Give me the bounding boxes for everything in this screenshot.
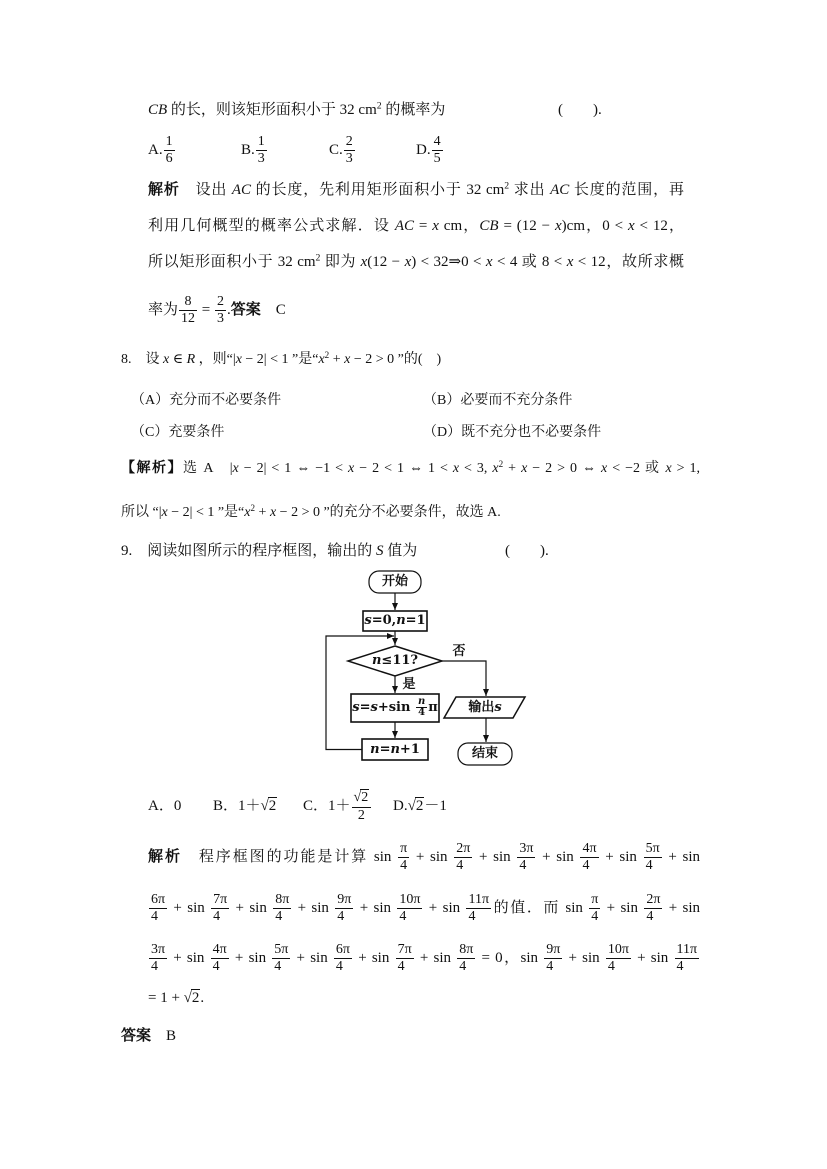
text-run: < 4 或 8 <	[492, 254, 567, 270]
fraction-denominator: 4	[335, 959, 343, 975]
text-run: －1	[424, 798, 447, 814]
text-run: + sin	[631, 950, 674, 966]
text-run: + sin	[410, 849, 454, 865]
text-run: )cm，0 <	[561, 218, 628, 234]
text-run: + sin	[292, 900, 335, 916]
math-variable: n	[396, 613, 406, 628]
radicand: 2	[361, 790, 369, 806]
text-run: C.	[329, 142, 343, 158]
q7-solution-line-3	[148, 247, 684, 277]
text-run: − 2| < 1 ”是“	[167, 505, 245, 520]
q8-option-c: （C）充要条件	[131, 425, 225, 440]
fraction-denominator: 6	[165, 151, 173, 167]
fraction	[644, 841, 662, 874]
math-variable: x	[555, 218, 562, 234]
superscript: 2	[504, 180, 510, 192]
math-variable: AC	[550, 182, 570, 198]
q9-option-a	[148, 784, 181, 828]
q7-option-a	[148, 128, 176, 172]
fraction	[211, 892, 229, 925]
q7-solution-line-2	[148, 211, 684, 241]
fraction-numerator: 1	[256, 134, 267, 151]
text-run: =1	[405, 613, 426, 628]
math-variable: AC	[394, 218, 415, 234]
fraction-denominator: 4	[607, 959, 615, 975]
superscript: 2	[324, 350, 330, 360]
math-variable: n	[370, 742, 380, 757]
flowchart-end-label: 结束	[471, 746, 498, 761]
text-run: − 2 > 0 ”的( )	[350, 352, 442, 367]
fraction	[211, 942, 229, 975]
fraction-numerator: 10π	[606, 942, 631, 959]
fraction-denominator: 4	[546, 959, 554, 975]
radicand: 2	[268, 798, 277, 814]
fraction-numerator: 2π	[644, 892, 662, 909]
fraction-numerator: 10π	[397, 892, 422, 909]
fraction	[454, 841, 472, 874]
fraction	[466, 892, 491, 925]
q9-option-d	[393, 784, 447, 828]
text-run: = (12 −	[498, 218, 555, 234]
math-variable: CB	[479, 218, 499, 234]
fraction-denominator: 4	[646, 909, 654, 925]
math-variable: x	[601, 461, 608, 476]
q7-option-c	[329, 128, 356, 172]
text-run: 即为	[320, 254, 361, 270]
text-run: =	[198, 302, 214, 318]
q9-option-c	[303, 784, 372, 828]
fraction-denominator: 4	[591, 909, 599, 925]
fraction-numerator: n	[417, 695, 426, 707]
text-run: 值为	[383, 543, 418, 559]
fraction-denominator: 3	[257, 151, 265, 167]
superscript: 2	[376, 100, 382, 112]
text-run: +1	[399, 742, 420, 757]
fraction-denominator: 4	[676, 959, 684, 975]
arrow-no-branch	[442, 661, 486, 696]
math-variable: AC	[231, 182, 252, 198]
fraction-numerator: 7π	[396, 942, 414, 959]
superscript: 2	[250, 503, 256, 513]
fraction-denominator: 4	[337, 909, 345, 925]
flowchart-start-label: 开始	[381, 574, 408, 589]
fraction-denominator: 4	[418, 707, 426, 718]
fraction-numerator: 6π	[149, 892, 167, 909]
text-run: B.	[241, 142, 255, 158]
fraction-numerator: 2	[344, 134, 355, 151]
bold-label: 解析	[148, 849, 182, 865]
fraction-numerator: 11π	[675, 942, 700, 959]
fraction	[344, 134, 355, 167]
fraction-denominator: 4	[213, 909, 221, 925]
fraction-numerator: 9π	[335, 892, 353, 909]
text-run: D.	[393, 798, 408, 814]
fraction-numerator: 2	[215, 294, 226, 311]
text-run: C	[260, 302, 286, 318]
fraction	[273, 892, 291, 925]
fraction-numerator: 4	[432, 134, 443, 151]
math-variable: x	[235, 352, 242, 367]
text-run: − 2 > 0 ⇔	[527, 461, 601, 476]
text-run: 所以矩形面积小于 32 cm	[148, 254, 316, 270]
fraction	[517, 841, 535, 874]
text-run: + sin	[229, 950, 272, 966]
text-run: 的值．而 sin	[492, 900, 589, 916]
text-run: 的概率为	[381, 102, 446, 118]
fraction-denominator: 3	[345, 151, 353, 167]
program-flowchart	[322, 568, 532, 768]
text-run: +	[503, 461, 522, 476]
q9-solution-line-4	[148, 983, 204, 1013]
text-run: 所以 “|	[121, 505, 162, 520]
square-root	[261, 797, 278, 815]
math-variable: S	[376, 543, 384, 559]
q8-option-d: （D）既不充分也不必要条件	[423, 425, 602, 440]
superscript: 2	[498, 459, 504, 469]
fraction-denominator: 4	[151, 959, 158, 975]
text-run: < 3,	[459, 461, 493, 476]
q9-answer	[121, 1021, 176, 1051]
fraction-numerator: 4π	[580, 841, 598, 858]
text-run: π	[428, 700, 438, 715]
fraction	[352, 789, 372, 824]
fraction	[457, 942, 475, 975]
math-variable: CB	[148, 102, 168, 118]
fraction-numerator: 8π	[457, 942, 475, 959]
square-root	[408, 797, 425, 815]
text-run: + sin	[414, 950, 457, 966]
q9-solution-line-2	[148, 886, 700, 930]
fraction-denominator: 3	[216, 311, 224, 327]
text-run: B．1＋	[213, 798, 261, 814]
q8-solution-line-2	[121, 498, 501, 528]
text-run: 输出	[468, 700, 495, 715]
fraction-denominator: 4	[151, 909, 158, 925]
fraction	[149, 942, 167, 975]
fraction	[335, 892, 353, 925]
fraction-numerator: 4π	[211, 942, 229, 959]
flowchart-no-label: 否	[452, 644, 466, 659]
fraction-numerator: 5π	[272, 942, 290, 959]
fraction-numerator: 5π	[644, 841, 662, 858]
fraction-denominator: 4	[400, 858, 408, 874]
math-variable: s	[494, 700, 502, 715]
fraction-numerator: 6π	[334, 942, 352, 959]
fraction	[644, 892, 662, 925]
fraction-numerator: 8π	[273, 892, 291, 909]
q7-stem	[148, 95, 445, 125]
bold-label: 【解析】	[121, 461, 183, 476]
text-run: D.	[416, 142, 431, 158]
math-variable: x	[665, 461, 672, 476]
flowchart-increment-label	[362, 739, 428, 760]
math-variable: x	[452, 461, 460, 476]
flowchart-condition-label	[348, 652, 442, 670]
fraction-numerator: 8	[179, 294, 197, 311]
text-run: ) < 32⇒0 <	[411, 254, 486, 270]
fraction	[580, 841, 598, 874]
math-variable: x	[161, 505, 168, 520]
text-run: ∈	[169, 352, 187, 367]
flowchart-yes-label: 是	[402, 677, 416, 692]
math-variable: x	[348, 461, 355, 476]
fraction-denominator: 4	[399, 909, 407, 925]
fraction-numerator: 7π	[211, 892, 229, 909]
fraction-numerator: 3π	[517, 841, 535, 858]
text-run: 利用几何概型的概率公式求解．设	[148, 218, 395, 234]
fraction	[398, 841, 409, 874]
math-variable: s	[370, 700, 378, 715]
text-run: cm，	[438, 218, 480, 234]
text-run: =	[359, 700, 371, 715]
fraction-numerator	[352, 789, 372, 808]
fraction	[606, 942, 631, 975]
q7-solution-line-4	[148, 288, 286, 332]
text-run: +	[255, 505, 270, 520]
text-run: +sin	[377, 700, 415, 715]
q8-option-b: （B）必要而不充分条件	[423, 393, 573, 408]
text-run: + sin	[230, 900, 273, 916]
fraction-numerator: π	[589, 892, 600, 909]
fraction-denominator: 4	[519, 858, 527, 874]
text-run: + sin	[168, 950, 210, 966]
fraction	[589, 892, 600, 925]
fraction	[675, 942, 700, 975]
fraction-denominator: 4	[274, 959, 282, 975]
fraction-denominator: 4	[468, 909, 476, 925]
text-run: = 0，sin	[476, 950, 544, 966]
math-variable: x	[492, 461, 499, 476]
text-run: =	[414, 218, 433, 234]
text-run: ，则“|	[195, 352, 236, 367]
math-variable: x	[566, 254, 574, 270]
text-run: =0,	[371, 613, 397, 628]
text-run: .	[200, 990, 205, 1006]
fraction	[544, 942, 562, 975]
fraction-numerator: 2π	[454, 841, 472, 858]
text-run: + sin	[473, 849, 517, 865]
flowchart-output-label	[450, 697, 520, 718]
fraction-numerator: 3π	[149, 942, 167, 959]
math-variable: s	[364, 613, 372, 628]
q7-solution-line-1	[148, 175, 684, 205]
math-variable: x	[521, 461, 528, 476]
fraction	[396, 942, 414, 975]
text-run: − 2| < 1 ”是“	[241, 352, 319, 367]
text-run: ≤11?	[381, 653, 419, 668]
text-run: + sin	[536, 849, 580, 865]
text-run: + sin	[423, 900, 466, 916]
math-variable: x	[318, 352, 325, 367]
text-run: + sin	[353, 950, 395, 966]
text-run: A.	[148, 142, 163, 158]
q8-solution-line-1	[121, 454, 700, 484]
text-run: + sin	[663, 900, 701, 916]
text-run: 设出	[179, 182, 232, 198]
bold-label: 答案	[230, 302, 261, 318]
text-run: = 1 +	[148, 990, 184, 1006]
math-variable: x	[627, 218, 635, 234]
text-run: 长度的范围，再	[569, 182, 684, 198]
q8-option-a: （A）充分而不必要条件	[131, 393, 282, 408]
fraction	[215, 294, 226, 327]
fraction-denominator: 2	[357, 807, 365, 823]
text-run: + sin	[168, 900, 211, 916]
fraction	[432, 134, 443, 167]
text-run: 程序框图的功能是计算 sin	[181, 849, 398, 865]
math-variable: n	[390, 742, 400, 757]
radicand: 2	[415, 798, 424, 814]
superscript: 2	[315, 252, 321, 264]
text-run: < −2 或	[607, 461, 666, 476]
text-run: < 12，故所求概	[573, 254, 685, 270]
square-root	[184, 989, 201, 1007]
math-variable: s	[352, 700, 360, 715]
text-run: B	[151, 1028, 177, 1044]
fraction	[164, 134, 175, 167]
text-run: 选 A |	[182, 461, 233, 476]
text-run: (12 −	[367, 254, 405, 270]
text-run: A．0	[148, 798, 182, 814]
text-run: − 2 > 0 ”的充分不必要条件，故选 A.	[276, 505, 501, 520]
text-run: − 2| < 1 ⇔ −1 <	[238, 461, 349, 476]
math-variable: x	[485, 254, 493, 270]
q7-answer-paren: ( ).	[558, 102, 602, 118]
text-run: 的长，则该矩形面积小于 32 cm	[167, 102, 377, 118]
fraction-denominator: 4	[397, 959, 405, 975]
q7-option-d	[416, 128, 444, 172]
q9-solution-line-3	[148, 936, 700, 980]
q9-stem	[121, 536, 417, 566]
text-run: + sin	[354, 900, 397, 916]
text-run: .	[226, 302, 231, 318]
math-variable: x	[163, 352, 170, 367]
fraction	[397, 892, 422, 925]
text-run: C．1＋	[303, 798, 351, 814]
math-variable: x	[344, 352, 351, 367]
math-variable: x	[360, 254, 368, 270]
math-variable: x	[432, 218, 439, 234]
text-run: > 1,	[671, 461, 701, 476]
text-run: 8. 设	[121, 352, 163, 367]
text-run: + sin	[662, 849, 701, 865]
bold-label: 解析	[148, 182, 180, 198]
text-run: 的长度，先利用矩形面积小于 32 cm	[251, 182, 505, 198]
fraction-denominator: 4	[275, 909, 283, 925]
fraction-denominator: 4	[459, 959, 467, 975]
q9-solution-line-1	[148, 835, 700, 879]
math-variable: R	[186, 352, 196, 367]
fraction	[334, 942, 352, 975]
math-variable: x	[404, 254, 412, 270]
fraction-numerator: π	[398, 841, 409, 858]
fraction	[256, 134, 267, 167]
fraction-denominator: 4	[582, 858, 590, 874]
fraction	[416, 697, 427, 719]
fraction-numerator: 1	[164, 134, 175, 151]
fraction-denominator: 4	[212, 959, 220, 975]
math-variable: x	[269, 505, 277, 520]
math-variable: n	[371, 653, 382, 668]
fraction	[179, 294, 197, 327]
text-run: 9. 阅读如图所示的程序框图，输出的	[121, 543, 377, 559]
q7-option-b	[241, 128, 268, 172]
text-run: 求出	[509, 182, 551, 198]
fraction-numerator: 11π	[466, 892, 491, 909]
q8-stem	[121, 345, 441, 375]
fraction-denominator: 5	[433, 151, 441, 167]
text-run: + sin	[599, 849, 643, 865]
fraction-denominator: 12	[181, 311, 196, 327]
text-run: − 2 < 1 ⇔ 1 <	[354, 461, 453, 476]
bold-label: 答案	[121, 1028, 152, 1044]
text-run: + sin	[563, 950, 605, 966]
fraction	[149, 892, 167, 925]
fraction-numerator: 9π	[544, 942, 562, 959]
q9-option-b	[213, 784, 277, 828]
text-run: + sin	[601, 900, 644, 916]
fraction-denominator: 4	[456, 858, 464, 874]
q9-answer-paren: ( ).	[505, 543, 549, 559]
square-root	[354, 789, 370, 807]
radicand: 2	[191, 990, 200, 1006]
flowchart-update-label	[351, 694, 439, 722]
text-run: 率为	[148, 302, 179, 318]
fraction-denominator: 4	[645, 858, 653, 874]
fraction	[272, 942, 290, 975]
flowchart-init-label	[363, 611, 427, 631]
math-variable: x	[232, 461, 239, 476]
math-variable: x	[244, 505, 251, 520]
text-run: +	[329, 352, 345, 367]
text-run: < 12，	[634, 218, 685, 234]
text-run: =	[379, 742, 391, 757]
text-run: + sin	[291, 950, 333, 966]
